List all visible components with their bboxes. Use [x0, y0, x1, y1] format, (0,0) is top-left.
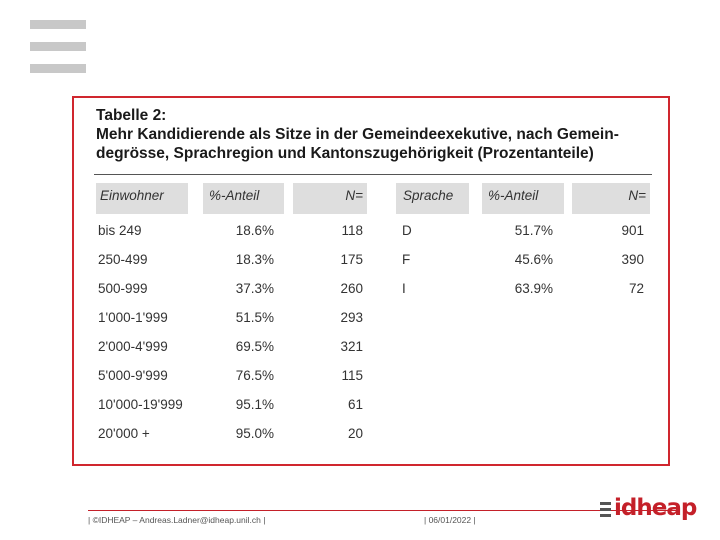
row-n: 20: [347, 426, 363, 441]
row-group: 10'000-19'999: [98, 397, 183, 412]
row-share: 95.1%: [235, 397, 274, 412]
row-share: 63.9%: [514, 281, 553, 296]
footer-credit: | ©IDHEAP – Andreas.Ladner@idheap.unil.ch |: [88, 515, 266, 525]
row-n: 321: [340, 339, 363, 354]
row-group: I: [402, 281, 406, 296]
header-right-share: %-Anteil: [482, 183, 564, 214]
table-title: [96, 106, 656, 163]
row-share: 51.7%: [514, 223, 553, 238]
row-n: 175: [340, 252, 363, 267]
header-sprache: Sprache: [396, 183, 469, 214]
row-n: 901: [621, 223, 644, 238]
row-share: 18.3%: [235, 252, 274, 267]
table-frame: [72, 96, 670, 466]
table-caption-line-2: degrösse, Sprachregion und Kantonszugehörigkeit (Prozentanteile): [96, 145, 594, 162]
title-rule: [94, 174, 652, 175]
header-einwohner: Einwohner: [96, 183, 188, 214]
logo-text: idheap: [614, 495, 697, 521]
row-group: 20'000 +: [98, 426, 150, 441]
row-n: 260: [340, 281, 363, 296]
row-n: 293: [340, 310, 363, 325]
row-share: 37.3%: [235, 281, 274, 296]
row-group: F: [402, 252, 411, 267]
header-right-n: N=: [572, 183, 650, 214]
row-share: 69.5%: [235, 339, 274, 354]
row-share: 18.6%: [235, 223, 274, 238]
row-n: 390: [621, 252, 644, 267]
footer-rule: [88, 510, 676, 511]
row-share: 45.6%: [514, 252, 553, 267]
table-number: Tabelle 2:: [96, 107, 167, 124]
row-n: 115: [341, 368, 363, 383]
row-group: 2'000-4'999: [98, 339, 168, 354]
header-left-share: %-Anteil: [203, 183, 284, 214]
idheap-logo: [600, 494, 696, 520]
row-group: 5'000-9'999: [98, 368, 168, 383]
row-share: 76.5%: [235, 368, 274, 383]
row-share: 51.5%: [235, 310, 274, 325]
row-n: 72: [628, 281, 644, 296]
row-group: D: [402, 223, 412, 238]
footer-date: | 06/01/2022 |: [424, 515, 476, 525]
row-group: 250-499: [98, 252, 148, 267]
header-left-n: N=: [293, 183, 367, 214]
logo-lines-icon: [600, 502, 611, 517]
row-n: 118: [341, 223, 363, 238]
row-group: 500-999: [98, 281, 148, 296]
row-group: 1'000-1'999: [98, 310, 168, 325]
table-caption-line-1: Mehr Kandidierende als Sitze in der Gemeindeexekutive, nach Gemein-: [96, 126, 619, 143]
row-share: 95.0%: [235, 426, 274, 441]
row-n: 61: [347, 397, 363, 412]
row-group: bis 249: [98, 223, 142, 238]
